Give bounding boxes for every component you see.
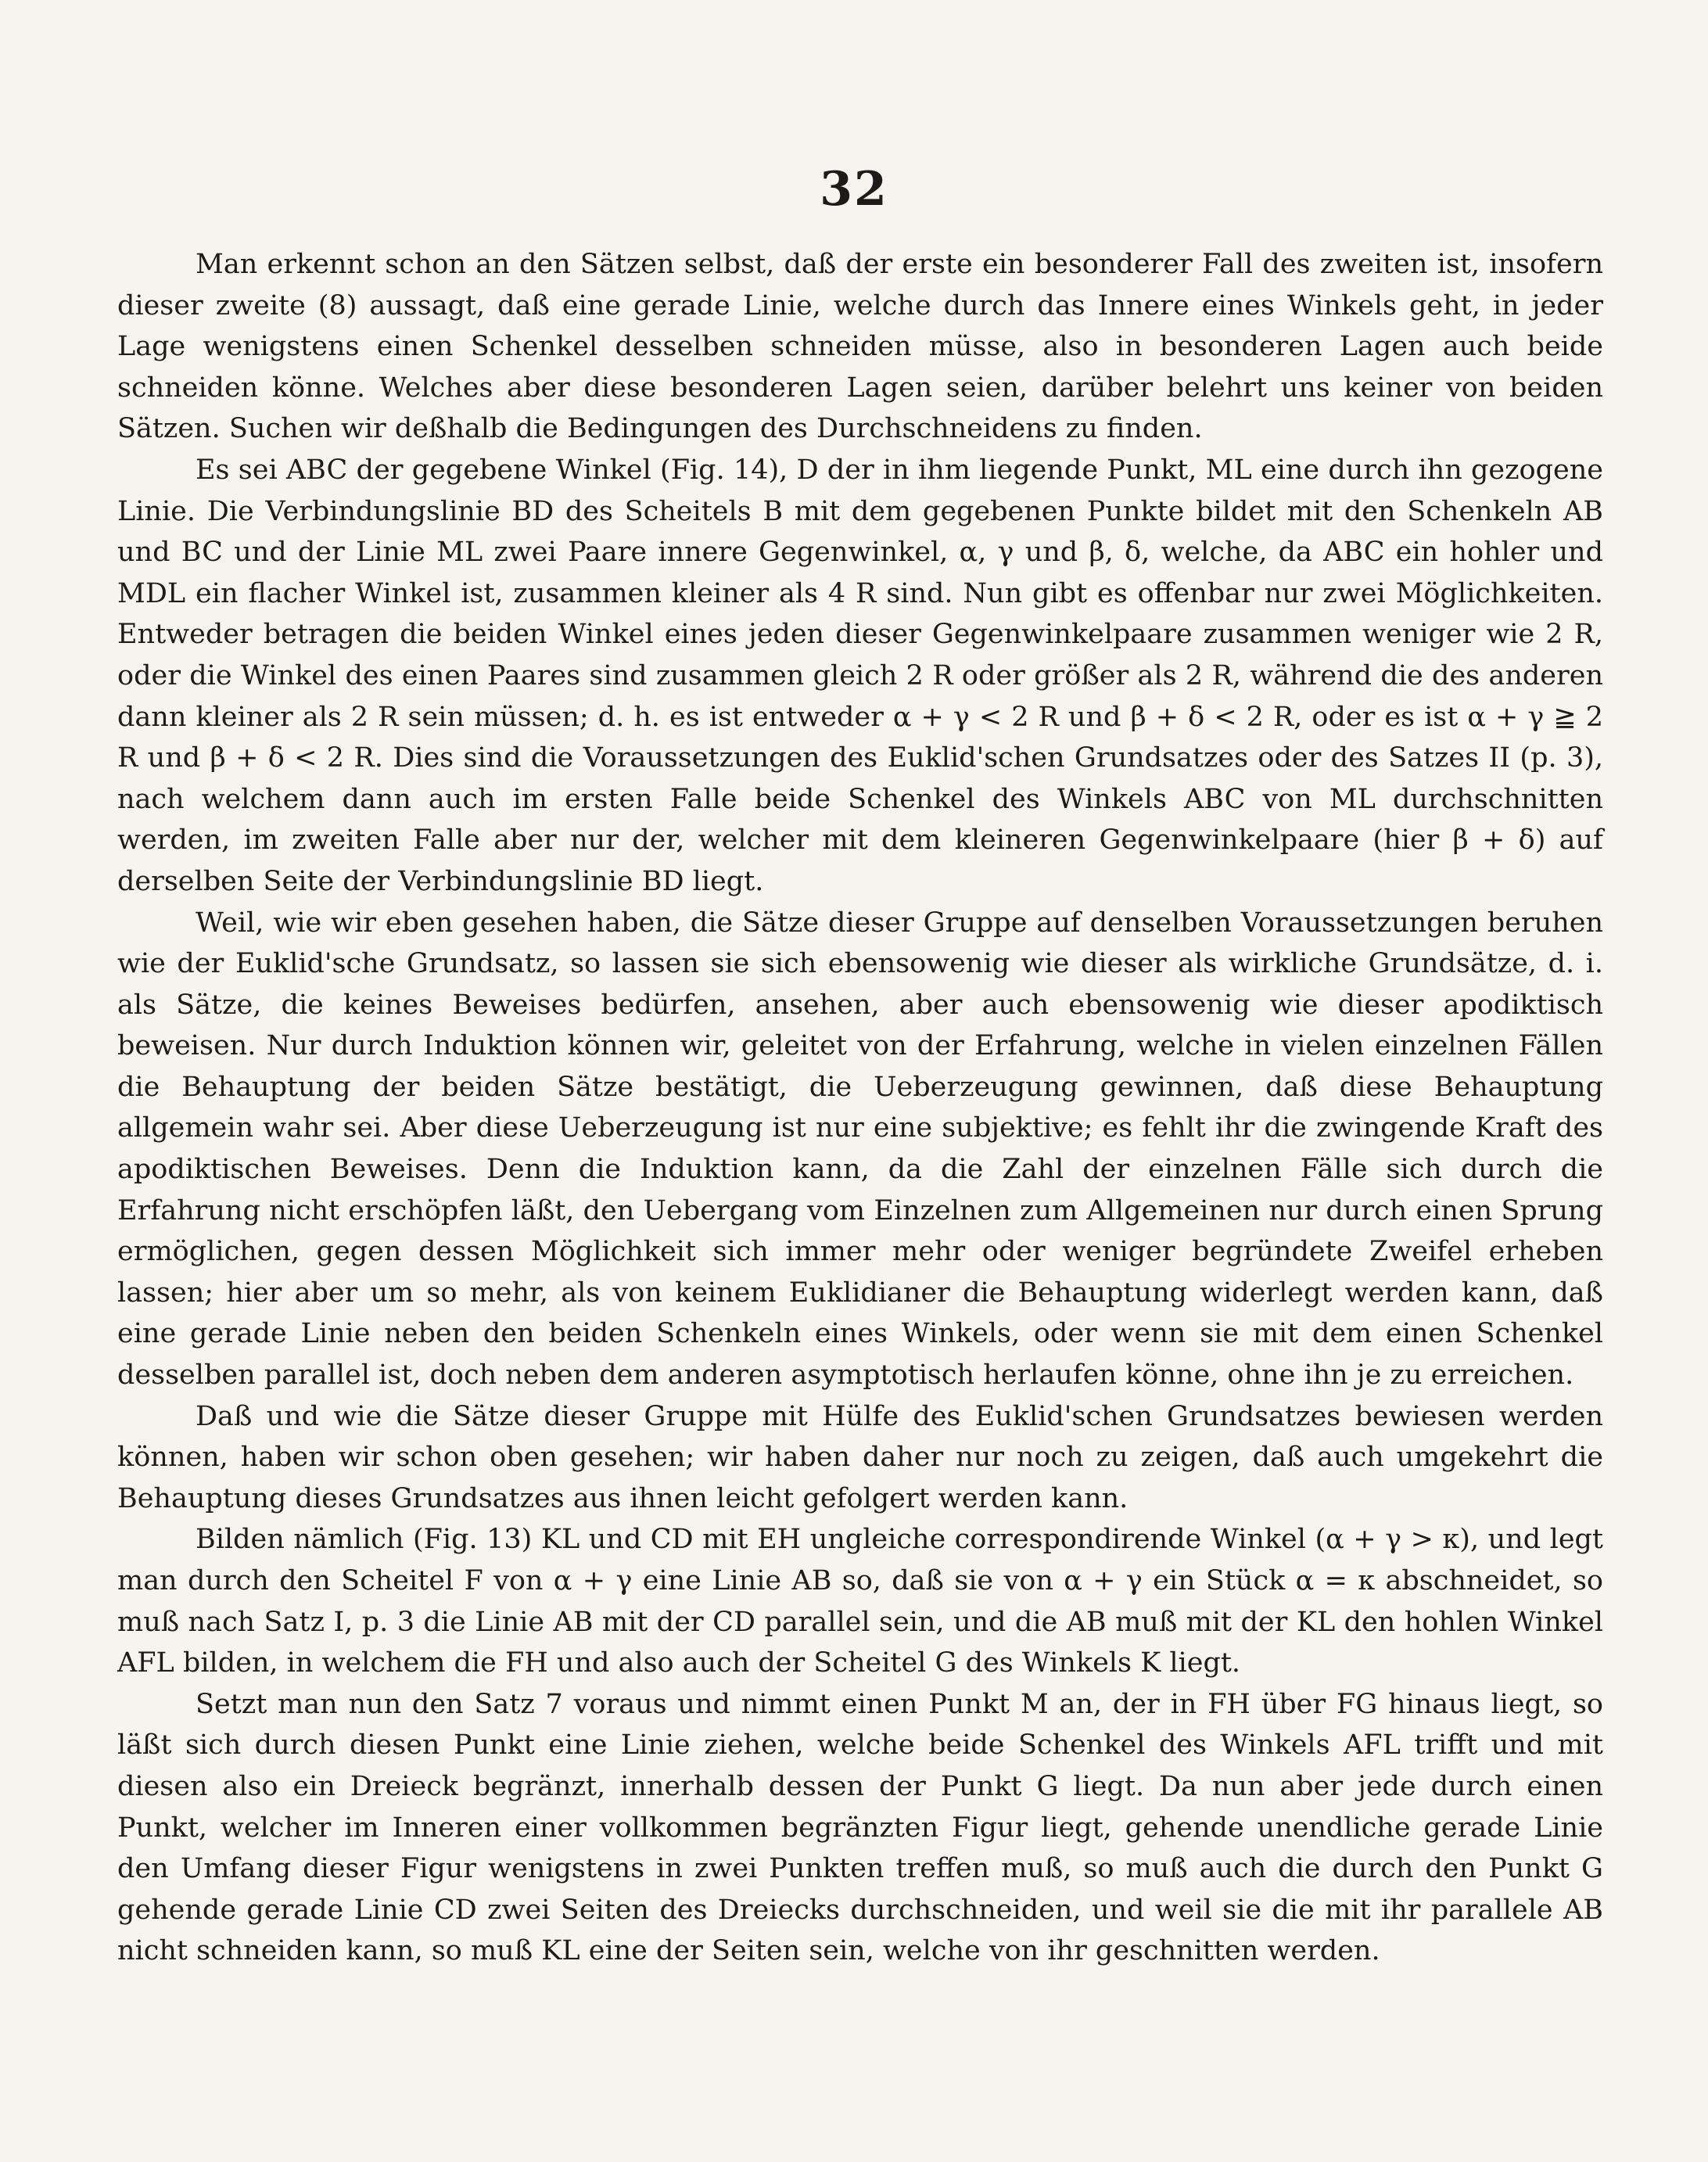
paragraph-2: Es sei ABC der gegebene Winkel (Fig. 14), D der in ihm liegende Punkt, ML eine durch ihn gezogene Linie. Die Verbindungslinie BD des Scheitels B mit dem gegebenen Punkte bildet mit den Schenkeln AB und BC und der Linie ML zwei Paare innere Gegenwinkel, α, γ und β, δ, welche, da ABC ein hohler und MDL ein flacher Winkel ist, zusammen kleiner als 4 R sind. Nun gibt es offenbar nur zwei Möglichkeiten. Entweder betragen die beiden Winkel eines jeden dieser Gegenwinkelpaare zusammen weniger wie 2 R, oder die Winkel des einen Paares sind zusammen gleich 2 R oder größer als 2 R, während die des anderen dann kleiner als 2 R sein müssen; d. h. es ist entweder α + γ < 2 R und β + δ < 2 R, oder es ist α + γ ≧ 2 R und β + δ < 2 R. Dies sind die Voraussetzungen des Euklid'schen Grundsatzes oder des Satzes II (p. 3), nach welchem dann auch im ersten Falle beide Schenkel des Winkels ABC von ML durchschnitten werden, im zweiten Falle aber nur der, welcher mit dem kleineren Gegenwinkelpaare (hier β + δ) auf derselben Seite der Verbindungslinie BD liegt. — [117, 454, 1603, 897]
paragraph-6: Setzt man nun den Satz 7 voraus und nimmt einen Punkt M an, der in FH über FG hinaus liegt, so läßt sich durch diesen Punkt eine Linie ziehen, welche beide Schenkel des Winkels AFL trifft und mit diesen also ein Dreieck begränzt, innerhalb dessen der Punkt G liegt. Da nun aber jede durch einen Punkt, welcher im Inneren einer vollkommen begränzten Figur liegt, gehende unendliche gerade Linie den Umfang dieser Figur wenigstens in zwei Punkten treffen muß, so muß auch die durch den Punkt G gehende gerade Linie CD zwei Seiten des Dreiecks durchschneiden, und weil sie die mit ihr parallele AB nicht schneiden kann, so muß KL eine der Seiten sein, welche von ihr geschnitten werden. — [117, 1688, 1603, 1967]
paragraph-5: Bilden nämlich (Fig. 13) KL und CD mit EH ungleiche correspondirende Winkel (α + γ > κ), und legt man durch den Scheitel F von α + γ eine Linie AB so, daß sie von α + γ ein Stück α = κ abschneidet, so muß nach Satz I, p. 3 die Linie AB mit der CD parallel sein, und die AB muß mit der KL den hohlen Winkel AFL bilden, in welchem die FH und also auch der Scheitel G des Winkels K liegt. — [117, 1524, 1603, 1679]
page-number: 32 — [820, 162, 888, 217]
paragraph-3: Weil, wie wir eben gesehen haben, die Sätze dieser Gruppe auf denselben Voraussetzungen beruhen wie der Euklid'sche Grundsatz, so lassen sie sich ebensowenig wie dieser als wirkliche Grundsätze, d. i. als Sätze, die keines Beweises bedürfen, ansehen, aber auch ebensowenig wie dieser apodiktisch beweisen. Nur durch Induktion können wir, geleitet von der Erfahrung, welche in vielen einzelnen Fällen die Behauptung der beiden Sätze bestätigt, die Ueberzeugung gewinnen, daß diese Behauptung allgemein wahr sei. Aber diese Ueberzeugung ist nur eine subjektive; es fehlt ihr die zwingende Kraft des apodiktischen Beweises. Denn die Induktion kann, da die Zahl der einzelnen Fälle sich durch die Erfahrung nicht erschöpfen läßt, den Uebergang vom Einzelnen zum Allgemeinen nur durch einen Sprung ermöglichen, gegen dessen Möglichkeit sich immer mehr oder weniger begründete Zweifel erheben lassen; hier aber um so mehr, als von keinem Euklidianer die Behauptung widerlegt werden kann, daß eine gerade Linie neben den beiden Schenkeln eines Winkels, oder wenn sie mit dem einen Schenkel desselben parallel ist, doch neben dem anderen asymptotisch herlaufen könne, ohne ihn je zu erreichen. — [117, 907, 1603, 1392]
paragraph-4: Daß und wie die Sätze dieser Gruppe mit Hülfe des Euklid'schen Grundsatzes bewiesen werden können, haben wir schon oben gesehen; wir haben daher nur noch zu zeigen, daß auch umgekehrt die Behauptung dieses Grundsatzes aus ihnen leicht gefolgert werden kann. — [117, 1400, 1603, 1514]
paragraph-1: Man erkennt schon an den Sätzen selbst, daß der erste ein besonderer Fall des zweiten ist, insofern dieser zweite (8) aussagt, daß eine gerade Linie, welche durch das Innere eines Winkels geht, in jeder Lage wenigstens einen Schenkel desselben schneiden müsse, also in besonderen Lagen auch beide schneiden könne. Welches aber diese besonderen Lagen seien, darüber belehrt uns keiner von beiden Sätzen. Suchen wir deßhalb die Bedingungen des Durchschneidens zu finden. — [117, 249, 1603, 445]
body-text — [117, 244, 1603, 1972]
